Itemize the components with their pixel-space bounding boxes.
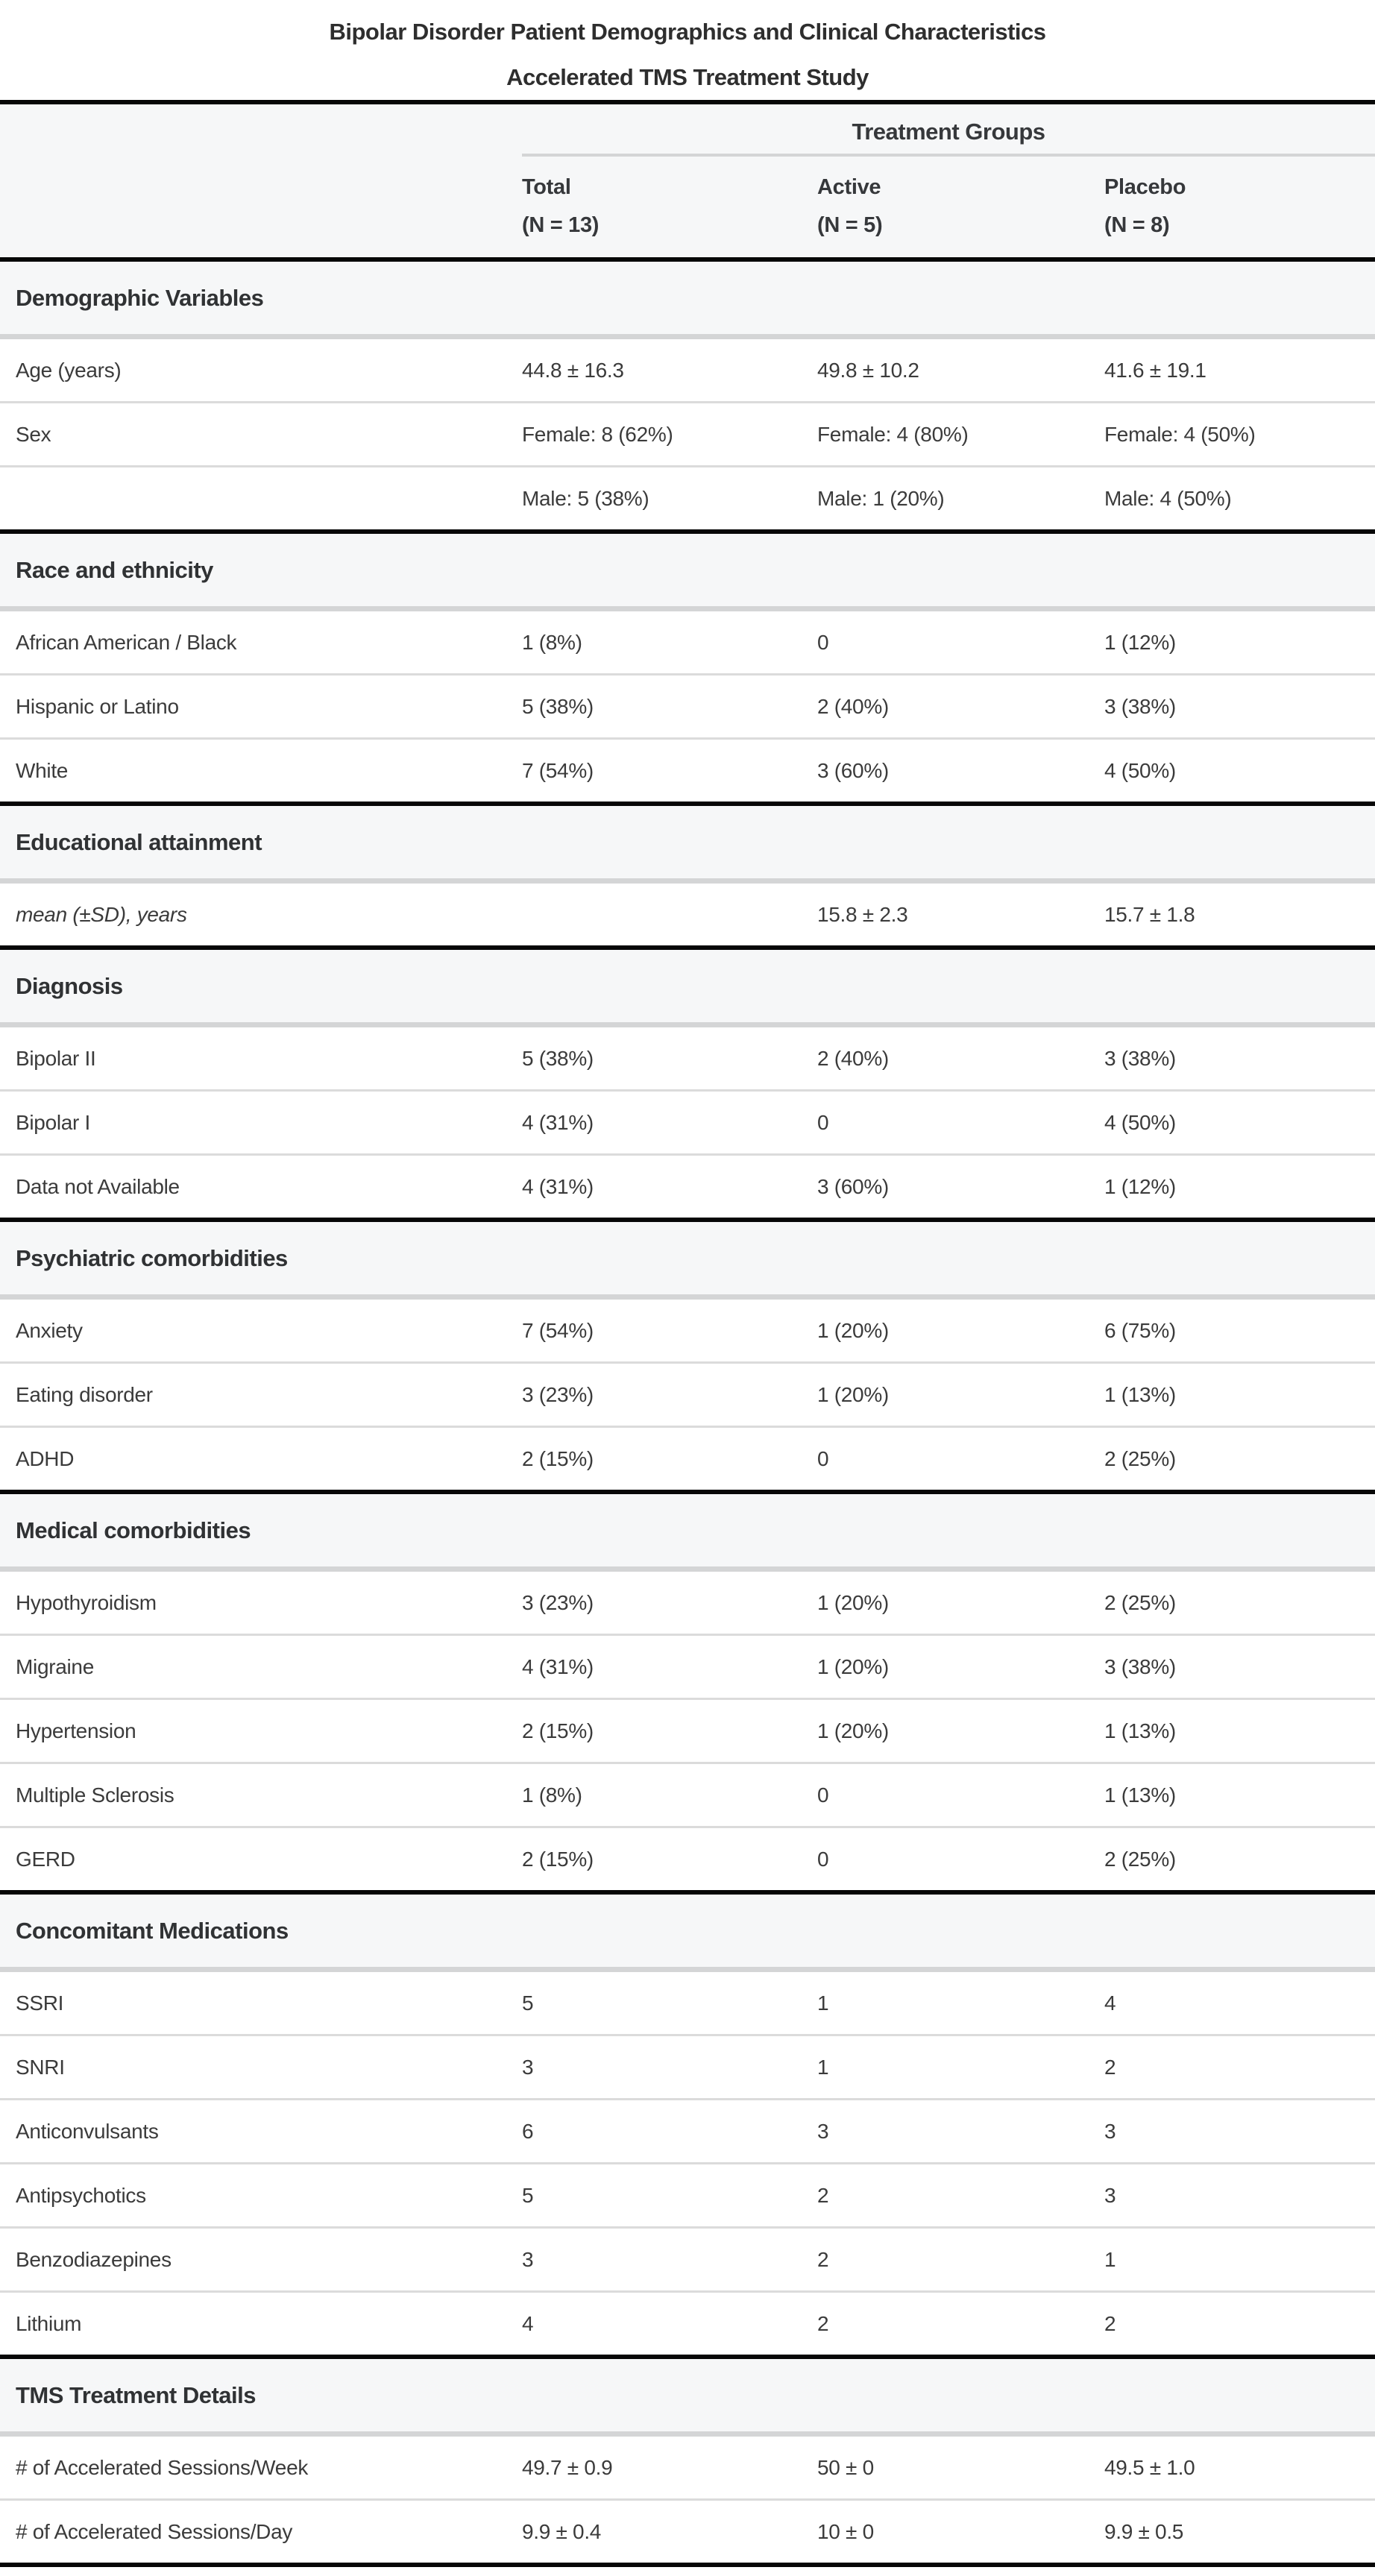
cell-active: 3 (60%) [817, 758, 889, 782]
table-row [0, 1700, 1375, 1764]
page-title [0, 0, 1375, 100]
table-row [0, 676, 1375, 740]
row-label: Bipolar I [16, 1110, 91, 1134]
cell-total: 7 (54%) [522, 1318, 594, 1342]
table-row [0, 740, 1375, 802]
column-header-total-name: Total [522, 175, 571, 199]
row-label: Multiple Sclerosis [16, 1783, 174, 1807]
cell-total: 3 (23%) [522, 1590, 594, 1614]
cell-total: 1 (8%) [522, 630, 582, 654]
table-row [0, 1027, 1375, 1092]
row-label: # of Accelerated Sessions/Day [16, 2519, 293, 2543]
cell-active: 15.8 ± 2.3 [817, 902, 908, 926]
cell-placebo: 1 (12%) [1104, 1174, 1176, 1198]
cell-active: 2 (40%) [817, 694, 889, 718]
cell-active: 1 (20%) [817, 1654, 889, 1678]
row-label: Anxiety [16, 1318, 83, 1342]
table-row [0, 611, 1375, 676]
column-header-row [0, 157, 1375, 257]
section-title: Demographic Variables [16, 284, 264, 311]
cell-placebo: 1 [1104, 2247, 1116, 2271]
section-underline [0, 2431, 1375, 2437]
table-sections [0, 262, 1375, 2567]
column-header-placebo-name: Placebo [1104, 175, 1186, 199]
cell-placebo: 1 (12%) [1104, 630, 1176, 654]
section-header [0, 534, 1375, 606]
column-header-spacer [0, 169, 522, 245]
section-underline [0, 606, 1375, 611]
cell-active: 1 (20%) [817, 1318, 889, 1342]
section-underline [0, 334, 1375, 339]
table-row [0, 1828, 1375, 1890]
cell-active: 0 [817, 630, 829, 654]
section-header [0, 1494, 1375, 1566]
cell-placebo: 9.9 ± 0.5 [1104, 2519, 1184, 2543]
section-underline [0, 878, 1375, 884]
cell-placebo: 1 (13%) [1104, 1783, 1176, 1807]
column-header-total-n: (N = 13) [522, 213, 600, 237]
cell-active: 0 [817, 1110, 829, 1134]
row-label: ADHD [16, 1446, 75, 1470]
section-underline [0, 1967, 1375, 1972]
table-row [0, 2036, 1375, 2100]
row-label: Bipolar II [16, 1046, 96, 1070]
cell-placebo: 1 (13%) [1104, 1719, 1176, 1742]
cell-active: 0 [817, 1847, 829, 1871]
cell-active: 2 [817, 2183, 829, 2207]
row-label: Hispanic or Latino [16, 694, 179, 718]
row-label: Migraine [16, 1654, 94, 1678]
cell-total: 5 (38%) [522, 1046, 594, 1070]
cell-active: 1 (20%) [817, 1719, 889, 1742]
table-row [0, 1972, 1375, 2036]
cell-placebo: 3 [1104, 2183, 1116, 2207]
cell-placebo: 3 [1104, 2119, 1116, 2143]
treatment-groups-underline [522, 119, 1375, 157]
cell-placebo: 4 [1104, 1991, 1116, 2015]
cell-total: 49.7 ± 0.9 [522, 2455, 613, 2479]
cell-total: 9.9 ± 0.4 [522, 2519, 602, 2543]
cell-placebo: 49.5 ± 1.0 [1104, 2455, 1195, 2479]
column-header-active-name: Active [817, 175, 881, 199]
cell-placebo: Male: 4 (50%) [1104, 486, 1232, 510]
page-title-line-2: Accelerated TMS Treatment Study [506, 64, 869, 90]
section-title: Medical comorbidities [16, 1517, 251, 1543]
row-label: SSRI [16, 1991, 64, 2015]
column-header-placebo-n: (N = 8) [1104, 213, 1170, 237]
table-row [0, 2100, 1375, 2164]
table-row [0, 467, 1375, 529]
cell-total: 7 (54%) [522, 758, 594, 782]
cell-total: 5 [522, 2183, 534, 2207]
table-row [0, 1572, 1375, 1636]
cell-placebo: 15.7 ± 1.8 [1104, 902, 1195, 926]
cell-active: 50 ± 0 [817, 2455, 874, 2479]
table-row [0, 403, 1375, 467]
cell-placebo: 4 (50%) [1104, 758, 1176, 782]
section-header [0, 1895, 1375, 1967]
section-underline [0, 1294, 1375, 1300]
row-label: Benzodiazepines [16, 2247, 172, 2271]
cell-total: 4 (31%) [522, 1174, 594, 1198]
table-row [0, 1764, 1375, 1828]
cell-placebo: 2 (25%) [1104, 1847, 1176, 1871]
row-label: Data not Available [16, 1174, 180, 1198]
cell-placebo: 6 (75%) [1104, 1318, 1176, 1342]
table-row [0, 1092, 1375, 1156]
row-label: Hypertension [16, 1719, 136, 1742]
cell-placebo: 4 (50%) [1104, 1110, 1176, 1134]
row-label: Antipsychotics [16, 2183, 146, 2207]
row-label: # of Accelerated Sessions/Week [16, 2455, 309, 2479]
page-title-line-1: Bipolar Disorder Patient Demographics and Clinical Characteristics [329, 19, 1046, 45]
column-header-active-n: (N = 5) [817, 213, 883, 237]
row-label: Lithium [16, 2311, 82, 2335]
table-row [0, 1156, 1375, 1218]
row-label: SNRI [16, 2055, 65, 2079]
table-row [0, 2164, 1375, 2229]
cell-active: 0 [817, 1446, 829, 1470]
cell-placebo: 3 (38%) [1104, 694, 1176, 718]
table-row [0, 1300, 1375, 1364]
row-label: Anticonvulsants [16, 2119, 159, 2143]
cell-total: 3 [522, 2247, 534, 2271]
cell-placebo: 2 (25%) [1104, 1446, 1176, 1470]
cell-total: 4 (31%) [522, 1654, 594, 1678]
cell-total: 3 (23%) [522, 1382, 594, 1406]
cell-active: 1 (20%) [817, 1382, 889, 1406]
row-label: White [16, 758, 69, 782]
table-row [0, 2501, 1375, 2563]
section-header [0, 2359, 1375, 2431]
cell-placebo: Female: 4 (50%) [1104, 422, 1256, 446]
section-header [0, 806, 1375, 878]
section-title: Race and ethnicity [16, 556, 213, 583]
cell-total: 5 (38%) [522, 694, 594, 718]
table-row [0, 884, 1375, 945]
row-label: Eating disorder [16, 1382, 153, 1406]
cell-placebo: 3 (38%) [1104, 1654, 1176, 1678]
row-label: mean (±SD), years [16, 902, 187, 926]
cell-placebo: 41.6 ± 19.1 [1104, 358, 1206, 382]
section-title: Educational attainment [16, 828, 262, 855]
section-title: Concomitant Medications [16, 1917, 289, 1944]
section-title: Diagnosis [16, 972, 123, 999]
cell-active: 1 [817, 1991, 829, 2015]
table-row [0, 339, 1375, 403]
section-header [0, 1222, 1375, 1294]
column-header-total [522, 169, 817, 245]
section-underline [0, 1022, 1375, 1027]
cell-active: Female: 4 (80%) [817, 422, 969, 446]
cell-active: 1 (20%) [817, 1590, 889, 1614]
cell-placebo: 2 [1104, 2311, 1116, 2335]
section-header [0, 950, 1375, 1022]
treatment-groups-label: Treatment Groups [852, 119, 1045, 145]
row-label: Age (years) [16, 358, 122, 382]
section-divider [0, 2563, 1375, 2567]
table-row [0, 2437, 1375, 2501]
table-row [0, 1364, 1375, 1428]
cell-placebo: 2 (25%) [1104, 1590, 1176, 1614]
cell-total: 6 [522, 2119, 534, 2143]
row-label: Sex [16, 422, 51, 446]
cell-active: 2 [817, 2311, 829, 2335]
cell-active: 2 [817, 2247, 829, 2271]
column-header-active [817, 169, 1104, 245]
cell-placebo: 2 [1104, 2055, 1116, 2079]
table-row [0, 2293, 1375, 2355]
section-title: TMS Treatment Details [16, 2381, 256, 2408]
cell-active: 3 [817, 2119, 829, 2143]
column-header-block [0, 104, 1375, 257]
cell-total: 2 (15%) [522, 1446, 594, 1470]
cell-active: 10 ± 0 [817, 2519, 874, 2543]
cell-total: Male: 5 (38%) [522, 486, 649, 510]
table-row [0, 1428, 1375, 1490]
cell-placebo: 1 (13%) [1104, 1382, 1176, 1406]
cell-total: 3 [522, 2055, 534, 2079]
cell-active: Male: 1 (20%) [817, 486, 945, 510]
cell-active: 0 [817, 1783, 829, 1807]
cell-total: 1 (8%) [522, 1783, 582, 1807]
cell-active: 2 (40%) [817, 1046, 889, 1070]
cell-total: 5 [522, 1991, 534, 2015]
cell-total: 44.8 ± 16.3 [522, 358, 624, 382]
row-label: African American / Black [16, 630, 237, 654]
cell-placebo: 3 (38%) [1104, 1046, 1176, 1070]
section-underline [0, 1566, 1375, 1572]
column-header-placebo [1104, 169, 1375, 245]
row-label: GERD [16, 1847, 75, 1871]
cell-active: 49.8 ± 10.2 [817, 358, 919, 382]
cell-total: 2 (15%) [522, 1847, 594, 1871]
row-label: Hypothyroidism [16, 1590, 157, 1614]
cell-total: 4 [522, 2311, 534, 2335]
cell-active: 1 [817, 2055, 829, 2079]
table-row [0, 2229, 1375, 2293]
table-row [0, 1636, 1375, 1700]
section-title: Psychiatric comorbidities [16, 1244, 288, 1271]
section-header [0, 262, 1375, 334]
cell-active: 3 (60%) [817, 1174, 889, 1198]
cell-total: 2 (15%) [522, 1719, 594, 1742]
cell-total: Female: 8 (62%) [522, 422, 673, 446]
cell-total: 4 (31%) [522, 1110, 594, 1134]
